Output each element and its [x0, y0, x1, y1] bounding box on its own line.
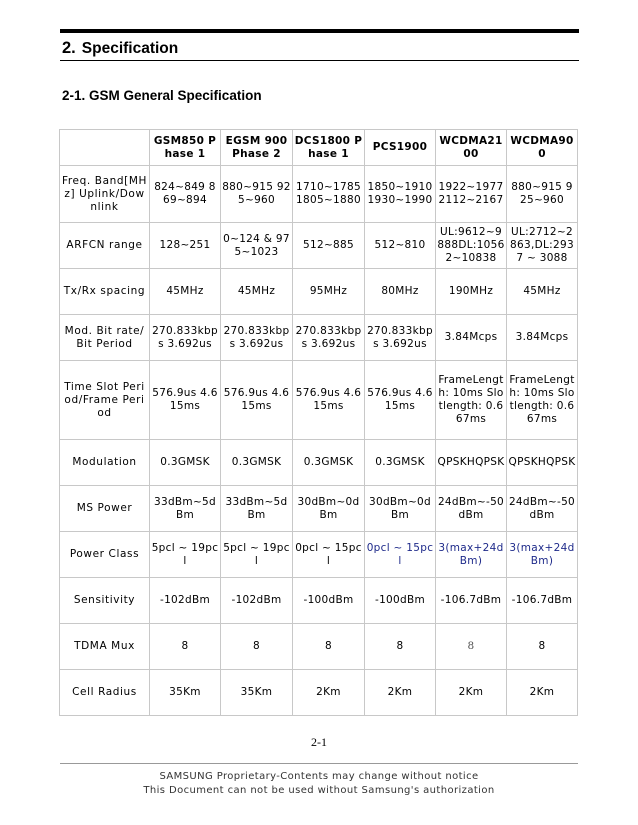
table-row [60, 578, 578, 624]
row-label: Tx/Rx spacing [60, 269, 150, 315]
row-label: Modulation [60, 440, 150, 486]
table-cell: 0.3GMSK [293, 440, 365, 486]
footer-authorization: This Document can not be used without Samsung's authorization [143, 785, 495, 796]
table-cell: 95MHz [293, 269, 365, 315]
table-cell: 5pcl ~ 19pcl [221, 532, 293, 578]
table-cell: 512~810 [365, 223, 436, 269]
table-cell: 30dBm~0dBm [365, 486, 436, 532]
row-label: Freq. Band[MHz] Uplink/Downlink [60, 166, 150, 223]
table-cell: 8 [436, 624, 507, 670]
table-cell: 0.3GMSK [221, 440, 293, 486]
table-row [60, 166, 578, 223]
table-cell: FrameLength: 10ms Slotlength: 0.667ms [507, 361, 578, 440]
header-cell-empty [60, 130, 150, 166]
row-label: MS Power [60, 486, 150, 532]
header-cell: WCDMA2100 [436, 130, 507, 166]
table-cell: QPSKHQPSK [507, 440, 578, 486]
row-label: ARFCN range [60, 223, 150, 269]
header-cell: DCS1800 Phase 1 [293, 130, 365, 166]
table-row [60, 624, 578, 670]
table-cell: 512~885 [293, 223, 365, 269]
row-label: Cell Radius [60, 670, 150, 716]
table-cell: 0~124 & 975~1023 [221, 223, 293, 269]
table-cell: 2Km [365, 670, 436, 716]
table-cell: 576.9us 4.615ms [150, 361, 221, 440]
gsm-spec-table [59, 129, 578, 716]
table-cell: -106.7dBm [507, 578, 578, 624]
table-cell: 3.84Mcps [436, 315, 507, 361]
table-cell: 2Km [436, 670, 507, 716]
table-cell: 576.9us 4.615ms [221, 361, 293, 440]
table-cell: 80MHz [365, 269, 436, 315]
table-cell: 8 [221, 624, 293, 670]
table-row [60, 269, 578, 315]
table-cell: -100dBm [293, 578, 365, 624]
table-cell: QPSKHQPSK [436, 440, 507, 486]
table-cell: 824~849 869~894 [150, 166, 221, 223]
subsection-title: 2-1. GSM General Specification [62, 88, 262, 103]
table-cell: 0.3GMSK [150, 440, 221, 486]
top-rule [60, 29, 579, 33]
table-cell: 3(max+24dBm) [507, 532, 578, 578]
header-cell: PCS1900 [365, 130, 436, 166]
row-label: Mod. Bit rate/ Bit Period [60, 315, 150, 361]
row-label: Power Class [60, 532, 150, 578]
table-cell: 24dBm~-50dBm [436, 486, 507, 532]
table-row [60, 440, 578, 486]
table-row [60, 670, 578, 716]
section-title-text: Specification [81, 40, 179, 57]
table-cell: 30dBm~0dBm [293, 486, 365, 532]
table-row [60, 532, 578, 578]
row-label: TDMA Mux [60, 624, 150, 670]
table-cell: 35Km [221, 670, 293, 716]
table-cell: 128~251 [150, 223, 221, 269]
table-cell: 270.833kbps 3.692us [150, 315, 221, 361]
table-cell: 0pcl ~ 15pcl [365, 532, 436, 578]
table-cell: 880~915 925~960 [507, 166, 578, 223]
table-cell: 8 [150, 624, 221, 670]
table-cell: 35Km [150, 670, 221, 716]
header-cell: WCDMA900 [507, 130, 578, 166]
table-cell: 1922~1977 2112~2167 [436, 166, 507, 223]
table-cell: -102dBm [221, 578, 293, 624]
table-cell: -100dBm [365, 578, 436, 624]
table-cell: 576.9us 4.615ms [365, 361, 436, 440]
table-cell: 1850~1910 1930~1990 [365, 166, 436, 223]
section-number: 2. [62, 39, 76, 57]
header-cell: GSM850 Phase 1 [150, 130, 221, 166]
title-rule [60, 60, 579, 61]
table-cell: 0.3GMSK [365, 440, 436, 486]
table-cell: 8 [293, 624, 365, 670]
table-header-row [60, 130, 578, 166]
footer-notice: SAMSUNG Proprietary-Contents may change without notice [159, 771, 479, 782]
table-cell: 1710~1785 1805~1880 [293, 166, 365, 223]
table-cell: -102dBm [150, 578, 221, 624]
table-cell: 8 [365, 624, 436, 670]
table-cell: -106.7dBm [436, 578, 507, 624]
table-cell: 24dBm~-50dBm [507, 486, 578, 532]
table-row [60, 486, 578, 532]
footer-rule [60, 763, 578, 764]
table-cell: 0pcl ~ 15pcl [293, 532, 365, 578]
table-cell: 270.833kbps 3.692us [221, 315, 293, 361]
table-cell: 880~915 925~960 [221, 166, 293, 223]
table-row [60, 223, 578, 269]
table-cell: 2Km [507, 670, 578, 716]
section-title [62, 39, 178, 58]
table-cell: UL:9612~9888DL:10562~10838 [436, 223, 507, 269]
table-cell: 3(max+24dBm) [436, 532, 507, 578]
table-cell: 3.84Mcps [507, 315, 578, 361]
table-cell: 45MHz [221, 269, 293, 315]
table-cell: 45MHz [507, 269, 578, 315]
table-cell: 33dBm~5dBm [150, 486, 221, 532]
table-cell: 5pcl ~ 19pcl [150, 532, 221, 578]
row-label: Time Slot Period/Frame Period [60, 361, 150, 440]
table-row [60, 361, 578, 440]
table-row [60, 315, 578, 361]
table-cell: UL:2712~2863,DL:2937 ~ 3088 [507, 223, 578, 269]
table-cell: 33dBm~5dBm [221, 486, 293, 532]
table-cell: 190MHz [436, 269, 507, 315]
table-cell: 45MHz [150, 269, 221, 315]
table-cell: FrameLength: 10ms Slotlength: 0.667ms [436, 361, 507, 440]
table-cell: 270.833kbps 3.692us [293, 315, 365, 361]
table-cell: 8 [507, 624, 578, 670]
table-cell: 576.9us 4.615ms [293, 361, 365, 440]
table-cell: 270.833kbps 3.692us [365, 315, 436, 361]
page-number: 2-1 [311, 735, 327, 749]
table-cell: 2Km [293, 670, 365, 716]
header-cell: EGSM 900 Phase 2 [221, 130, 293, 166]
row-label: Sensitivity [60, 578, 150, 624]
